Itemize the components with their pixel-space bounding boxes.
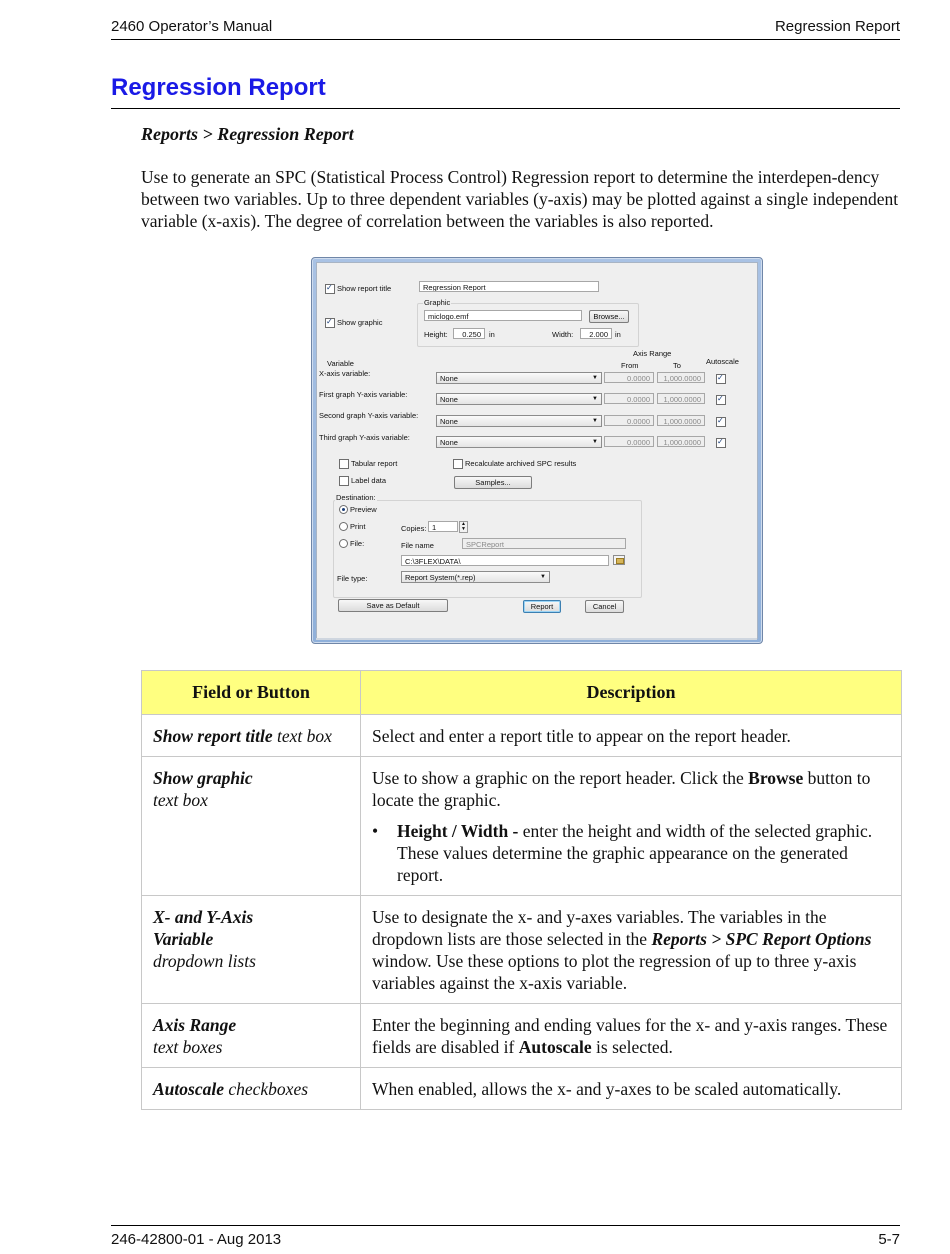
field-type: text box — [153, 790, 208, 810]
cancel-button[interactable]: Cancel — [585, 600, 624, 613]
field-description-table — [141, 670, 902, 1110]
from-header: From — [621, 361, 639, 370]
field-cell — [142, 1068, 361, 1110]
field-name: Show graphic — [153, 768, 253, 788]
description-text: is selected. — [591, 1037, 673, 1057]
print-radio[interactable] — [339, 522, 348, 531]
first-y-axis-to-input[interactable]: 1,000.0000 — [657, 393, 705, 404]
graphic-file-input[interactable]: miclogo.emf — [424, 310, 582, 321]
header-manual-title: 2460 Operator’s Manual — [111, 18, 273, 35]
breadcrumb: Reports > Regression Report — [141, 124, 354, 144]
file-radio[interactable] — [339, 539, 348, 548]
third-y-axis-variable-label: Third graph Y-axis variable: — [319, 433, 410, 442]
dialog-body — [316, 262, 758, 639]
field-type: dropdown lists — [153, 951, 256, 971]
file-type-label: File type: — [337, 574, 368, 583]
table-row — [142, 1068, 902, 1110]
third-y-axis-autoscale-checkbox[interactable] — [716, 438, 726, 448]
chevron-down-icon: ▼ — [592, 418, 598, 424]
field-name: Autoscale — [153, 1079, 224, 1099]
third-y-axis-variable-dropdown[interactable] — [436, 436, 602, 448]
table-row — [142, 1004, 902, 1068]
bullet-bold: Height / Width - — [397, 821, 519, 841]
first-y-axis-from-input[interactable]: 0.0000 — [604, 393, 654, 404]
axis-range-header: Axis Range — [633, 349, 672, 358]
preview-label: Preview — [350, 505, 377, 514]
height-label: Height: — [424, 330, 448, 339]
chevron-down-icon: ▼ — [592, 375, 598, 381]
label-data-label: Label data — [351, 476, 387, 485]
file-name-input[interactable]: SPCReport — [462, 538, 626, 549]
regression-report-dialog — [311, 257, 763, 644]
field-name: Axis Range — [153, 1015, 237, 1035]
width-unit: in — [615, 330, 621, 339]
width-label: Width: — [552, 330, 574, 339]
bullet-text: enter the height and width of the selected graphic. These values determine the graphic appearance on the generated report. — [397, 821, 873, 885]
field-name: Show report title — [153, 726, 273, 746]
third-y-axis-variable-value: None — [440, 438, 458, 447]
recalculate-checkbox[interactable] — [453, 459, 463, 469]
field-cell — [142, 757, 361, 896]
chevron-down-icon: ▼ — [540, 574, 546, 580]
field-type: text boxes — [153, 1037, 223, 1057]
description-text: window. Use these options to plot the regression of up to three y-axis variables against the x-axis variable. — [372, 951, 857, 993]
page-header — [111, 17, 900, 40]
field-type: text box — [272, 726, 332, 746]
header-section-title: Regression Report — [774, 18, 900, 35]
preview-radio[interactable] — [339, 505, 348, 514]
column-header-description: Description — [361, 671, 902, 715]
samples-button[interactable]: Samples... — [454, 476, 532, 489]
description-text: Use to designate the x- and y-axes variables. The variables in the dropdown lists are those selected in the — [372, 907, 827, 949]
x-axis-variable-value: None — [440, 374, 458, 383]
height-input[interactable]: 0.250 — [453, 328, 485, 339]
destination-label: Destination: — [336, 493, 376, 502]
column-header-field: Field or Button — [142, 671, 361, 715]
file-path-input[interactable]: C:\3FLEX\DATA\ — [401, 555, 609, 566]
chevron-down-icon: ▼ — [592, 439, 598, 445]
show-graphic-checkbox[interactable] — [325, 318, 335, 328]
file-name-label: File name — [401, 541, 434, 550]
x-axis-variable-label: X-axis variable: — [319, 369, 371, 378]
show-report-title-label: Show report title — [337, 284, 392, 293]
section-title: Regression Report — [111, 74, 900, 109]
report-title-input[interactable]: Regression Report — [419, 281, 599, 292]
field-name: X- and Y-Axis — [153, 907, 254, 927]
copies-label: Copies: — [401, 524, 427, 533]
page-footer — [111, 1225, 900, 1252]
file-type-value: Report System(*.rep) — [405, 573, 476, 582]
description-cell — [361, 1004, 902, 1068]
tabular-report-label: Tabular report — [351, 459, 398, 468]
field-cell — [142, 715, 361, 757]
description-bold-italic: Reports > SPC Report Options — [651, 929, 872, 949]
description-cell — [361, 715, 902, 757]
footer-doc-number: 246-42800-01 - Aug 2013 — [111, 1231, 282, 1248]
autoscale-header: Autoscale — [706, 357, 739, 366]
label-data-checkbox[interactable] — [339, 476, 349, 486]
first-y-axis-autoscale-checkbox[interactable] — [716, 395, 726, 405]
description-bold: Autoscale — [518, 1037, 592, 1057]
x-axis-to-input[interactable]: 1,000.0000 — [657, 372, 705, 383]
description-text: Enter the beginning and ending values for the x- and y-axis ranges. These fields are disabled if — [372, 1015, 888, 1057]
field-cell — [142, 896, 361, 1004]
file-label: File: — [350, 539, 365, 548]
description-cell — [361, 757, 902, 896]
bullet-item — [372, 820, 890, 886]
bullet-glyph: • — [372, 821, 379, 841]
chevron-down-icon: ▼ — [592, 396, 598, 402]
intro-paragraph: Use to generate an SPC (Statistical Process Control) Regression report to determine the interdepen-dency between two variables. Up to three dependent variables (y-axis) may be plotted against a single independent variable (x-axis). The degree of correlation between the variables is also reported. — [141, 167, 899, 231]
recalculate-label: Recalculate archived SPC results — [465, 459, 577, 468]
second-y-axis-autoscale-checkbox[interactable] — [716, 417, 726, 427]
width-input[interactable]: 2.000 — [580, 328, 612, 339]
description-text: button to locate the graphic. — [372, 768, 871, 810]
show-report-title-checkbox[interactable] — [325, 284, 335, 294]
second-y-axis-from-input[interactable]: 0.0000 — [604, 415, 654, 426]
field-name: Variable — [153, 929, 214, 949]
footer-page-number: 5-7 — [878, 1231, 900, 1248]
x-axis-from-input[interactable]: 0.0000 — [604, 372, 654, 383]
destination-group — [333, 500, 642, 598]
field-cell — [142, 1004, 361, 1068]
show-graphic-label: Show graphic — [337, 318, 383, 327]
copies-stepper[interactable]: ▲ ▼ — [459, 521, 468, 533]
second-y-axis-variable-label: Second graph Y-axis variable: — [319, 411, 419, 420]
browse-button[interactable]: Browse... — [589, 310, 629, 323]
dialog-status-strip — [316, 638, 757, 640]
first-y-axis-variable-value: None — [440, 395, 458, 404]
table-row — [142, 715, 902, 757]
height-unit: in — [489, 330, 495, 339]
field-type: checkboxes — [223, 1079, 309, 1099]
file-type-dropdown[interactable] — [401, 571, 550, 583]
folder-icon[interactable] — [613, 555, 625, 565]
tabular-report-checkbox[interactable] — [339, 459, 349, 469]
first-y-axis-variable-label: First graph Y-axis variable: — [319, 390, 408, 399]
second-y-axis-to-input[interactable]: 1,000.0000 — [657, 415, 705, 426]
variable-header: Variable — [327, 359, 354, 368]
third-y-axis-to-input[interactable]: 1,000.0000 — [657, 436, 705, 447]
first-y-axis-variable-dropdown[interactable] — [436, 393, 602, 405]
save-as-default-button[interactable]: Save as Default — [338, 599, 448, 612]
description-text: Use to show a graphic on the report header. Click the — [372, 768, 749, 788]
description-cell — [361, 1068, 902, 1110]
report-button[interactable]: Report — [523, 600, 561, 613]
third-y-axis-from-input[interactable]: 0.0000 — [604, 436, 654, 447]
description-bold: Browse — [748, 768, 804, 788]
graphic-group-label: Graphic — [424, 298, 451, 307]
second-y-axis-variable-dropdown[interactable] — [436, 415, 602, 427]
description-text: When enabled, allows the x- and y-axes to be scaled automatically. — [372, 1079, 842, 1099]
to-header: To — [673, 361, 681, 370]
x-axis-variable-dropdown[interactable] — [436, 372, 602, 384]
description-text: Select and enter a report title to appear on the report header. — [372, 726, 791, 746]
table-header-row — [142, 671, 902, 715]
copies-input[interactable]: 1 — [428, 521, 458, 532]
description-cell — [361, 896, 902, 1004]
x-axis-autoscale-checkbox[interactable] — [716, 374, 726, 384]
table-row — [142, 757, 902, 896]
table-row — [142, 896, 902, 1004]
print-label: Print — [350, 522, 366, 531]
second-y-axis-variable-value: None — [440, 417, 458, 426]
